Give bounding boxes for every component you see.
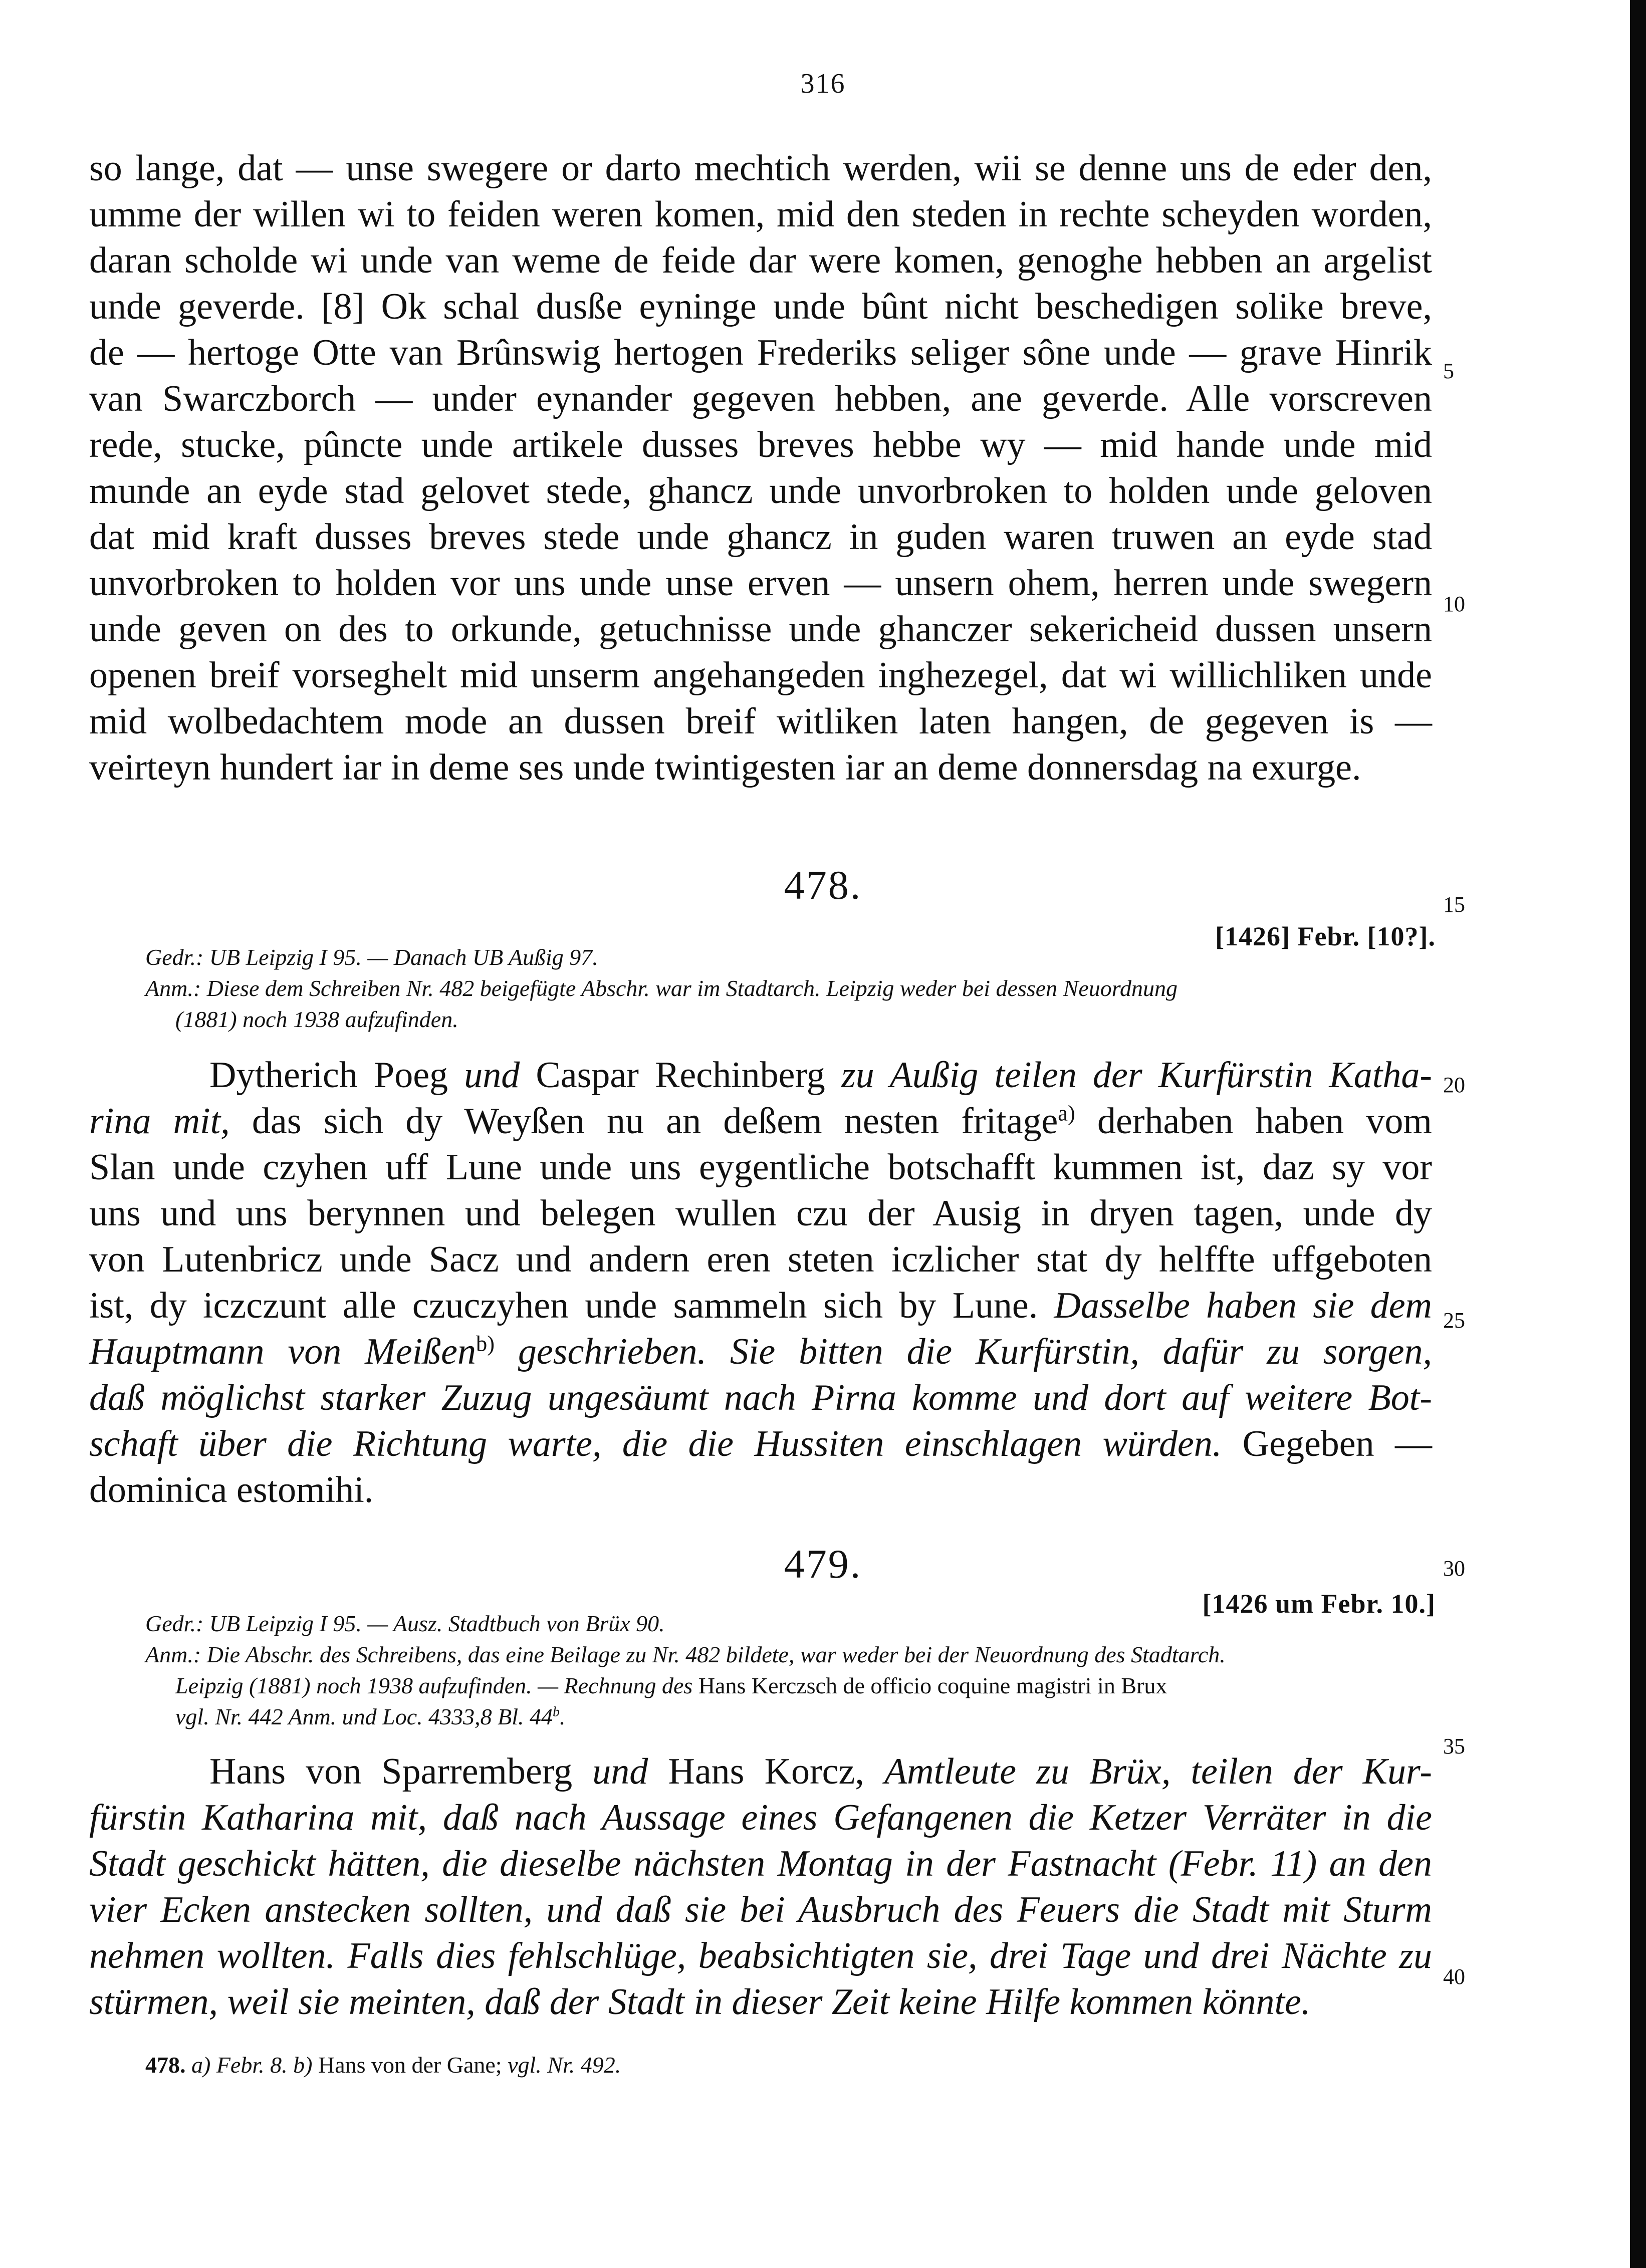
margin-line-number: 5 (1443, 359, 1454, 383)
text-run: nehmen wollten. Falls dies fehlschlüge, beabsichtigten sie, drei Tage und drei Nächte zu (89, 1935, 1432, 1976)
text-run: Anm.: Die Abschr. des Schreibens, das eine Beilage zu Nr. 482 bildete, war weder bei der Neuordnung des Stadtarch. (145, 1642, 1226, 1667)
text-run: derhaben haben vom (1075, 1101, 1432, 1142)
text-run: Gedr.: UB Leipzig I 95. — Danach UB Außig 97. (145, 944, 598, 970)
text-run: und (464, 1055, 520, 1096)
text-line (89, 1329, 1432, 1375)
text-line (89, 1144, 1432, 1190)
text-run: Slan unde czyhen uff Lune unde uns eygentliche botschafft kummen ist, daz sy vor (89, 1147, 1432, 1188)
entry-478-text (89, 1052, 1432, 1513)
text-run: Dytherich Poeg (209, 1055, 464, 1096)
text-line (89, 1283, 1432, 1329)
apparatus-note-line (145, 1670, 1428, 1701)
text-run: a) Febr. 8. b) (191, 2052, 313, 2078)
apparatus-note-line (145, 973, 1428, 1004)
text-run: . (559, 1704, 566, 1729)
text-line (89, 1979, 1432, 2025)
apparatus-note-line (145, 1701, 1428, 1732)
text-run: Amtleute zu Brüx, teilen der Kur- (884, 1751, 1433, 1792)
text-line: so lange, dat — unse swegere or darto mechtich werden, wii se denne uns de eder den, (89, 148, 1432, 189)
carryover-paragraph (89, 145, 1432, 791)
text-run: vier Ecken anstecken sollten, und daß sie bei Ausbruch des Feuers die Stadt mit Sturm (89, 1889, 1432, 1930)
margin-line-number: 30 (1443, 1556, 1465, 1581)
text-run: dominica estomihi. (89, 1469, 374, 1510)
page-edge-bar (1630, 0, 1646, 2268)
apparatus-note-line (145, 1639, 1428, 1670)
entry-479-date: [1426 um Febr. 10.] (1202, 1589, 1436, 1619)
text-run: uns und uns berynnen und belegen wullen czu der Ausig in dryen tagen, unde dy (89, 1193, 1432, 1234)
entry-479-text (89, 1748, 1432, 2025)
entry-478-number: 478. (784, 862, 862, 908)
text-line: veirteyn hundert iar in deme ses unde twintigesten iar an deme donnersdag na exurge. (89, 747, 1361, 788)
text-run: vgl. Nr. 442 Anm. und Loc. 4333,8 Bl. 44 (175, 1704, 553, 1729)
margin-line-number: 35 (1443, 1734, 1465, 1758)
text-line: unde geven on des to orkunde, getuchnisse unde ghanczer sekericheid dussen unsern (89, 609, 1432, 650)
text-run: zu Außig teilen der Kurfürstin Katha- (841, 1055, 1432, 1096)
text-line: unde geverde. [8] Ok schal dusße eyninge unde bûnt nicht beschedigen solike breve, (89, 286, 1432, 327)
text-run: Hans Kerczsch de officio coquine magistri in Brux (698, 1673, 1167, 1698)
text-line (89, 1887, 1432, 1933)
entry-479-notes (145, 1608, 1428, 1732)
text-run: b (553, 1703, 560, 1719)
text-run: b) (476, 1331, 495, 1356)
text-line: dat mid kraft dusses breves stede unde ghancz in guden waren truwen an eyde stad (89, 517, 1432, 558)
text-run: geschrieben. Sie bitten die Kurfürstin, dafür zu sorgen, (495, 1331, 1432, 1372)
text-run: 478. (145, 2052, 191, 2078)
apparatus-note-line (145, 1608, 1428, 1639)
text-run: Stadt geschickt hätten, die dieselbe nächsten Montag in der Fastnacht (Febr. 11) an den (89, 1843, 1432, 1884)
text-run: Hans von Sparremberg (209, 1751, 593, 1792)
text-run: Gedr.: UB Leipzig I 95. — Ausz. Stadtbuch von Brüx 90. (145, 1611, 665, 1636)
text-line: openen breif vorseghelt mid unserm angehangeden inghezegel, dat wi willichliken unde (89, 655, 1432, 696)
text-run: rina mit, (89, 1101, 230, 1142)
entry-478-date: [1426] Febr. [10?]. (1215, 921, 1436, 951)
margin-line-number: 10 (1443, 592, 1465, 616)
text-run: Leipzig (1881) noch 1938 aufzufinden. — Rechnung des (175, 1673, 698, 1698)
margin-line-number: 25 (1443, 1308, 1465, 1333)
text-run: (1881) noch 1938 aufzufinden. (175, 1006, 458, 1032)
page-number: 316 (800, 68, 846, 99)
footnote-478 (145, 2052, 621, 2078)
text-run: Caspar Rechinberg (520, 1055, 841, 1096)
text-run: von Lutenbricz unde Sacz und andern eren steten iczlicher stat dy helffte uffgeboten (89, 1239, 1432, 1280)
text-line (89, 1467, 1432, 1513)
text-line (89, 1933, 1432, 1979)
apparatus-note-line (145, 942, 1428, 973)
entry-479-number: 479. (784, 1541, 862, 1587)
margin-line-number: 15 (1443, 892, 1465, 917)
text-run: daß möglichst starker Zuzug ungesäumt nach Pirna komme und dort auf weitere Bot- (89, 1377, 1432, 1418)
text-line (89, 1795, 1432, 1841)
text-line (89, 1841, 1432, 1887)
text-run: schaft über die Richtung warte, die die Hussiten einschlagen würden. (89, 1423, 1222, 1464)
text-run: fürstin Katharina mit, daß nach Aussage eines Gefangenen die Ketzer Verräter in die (89, 1797, 1432, 1838)
text-line: mid wolbedachtem mode an dussen breif witliken laten hangen, de gegeven is — (89, 701, 1432, 742)
text-run: Anm.: Diese dem Schreiben Nr. 482 beigefügte Abschr. war im Stadtarch. Leipzig weder bei dessen Neuordnung (145, 975, 1178, 1001)
text-line: de — hertoge Otte van Brûnswig hertogen Frederiks seliger sône unde — grave Hinrik (89, 332, 1432, 373)
text-run: und (592, 1751, 648, 1792)
apparatus-note-line (145, 1004, 1428, 1035)
text-line: munde an eyde stad gelovet stede, ghancz unde unvorbroken to holden unde geloven (89, 470, 1432, 512)
text-line (89, 1236, 1432, 1283)
text-line: van Swarczborch — under eynander gegeven hebben, ane geverde. Alle vorscreven (89, 378, 1432, 419)
text-run: Dasselbe haben sie dem (1054, 1285, 1432, 1326)
text-run: Hans von der Gane; (312, 2052, 508, 2078)
text-line: rede, stucke, pûncte unde artikele dusses breves hebbe wy — mid hande unde mid (89, 424, 1432, 465)
text-run: Hans Korcz, (648, 1751, 884, 1792)
text-run: vgl. Nr. 492. (508, 2052, 621, 2078)
text-line (89, 1748, 1432, 1795)
text-run: stürmen, weil sie meinten, daß der Stadt in dieser Zeit keine Hilfe kommen könnte. (89, 1981, 1311, 2023)
text-line (89, 1190, 1432, 1236)
text-line (89, 1375, 1432, 1421)
text-run: Gegeben — (1222, 1423, 1432, 1464)
margin-line-number: 20 (1443, 1073, 1465, 1097)
entry-478-notes (145, 942, 1428, 1035)
margin-line-number: 40 (1443, 1964, 1465, 1989)
text-line: umme der willen wi to feiden weren komen, mid den steden in rechte scheyden worden, (89, 194, 1432, 235)
text-run: das sich dy Weyßen nu an deßem nesten fritage (229, 1101, 1058, 1142)
text-line (89, 1052, 1432, 1098)
text-run: ist, dy iczczunt alle czuczyhen unde sammeln sich by Lune. (89, 1285, 1054, 1326)
text-line (89, 1421, 1432, 1467)
text-line (89, 1098, 1432, 1144)
text-run: Hauptmann von Meißen (89, 1331, 477, 1372)
text-run: a) (1058, 1100, 1075, 1126)
text-line: unvorbroken to holden vor uns unde unse erven — unsern ohem, herren unde swegern (89, 563, 1432, 604)
text-line: daran scholde wi unde van weme de feide dar were komen, genoghe hebben an argelist (89, 240, 1432, 281)
